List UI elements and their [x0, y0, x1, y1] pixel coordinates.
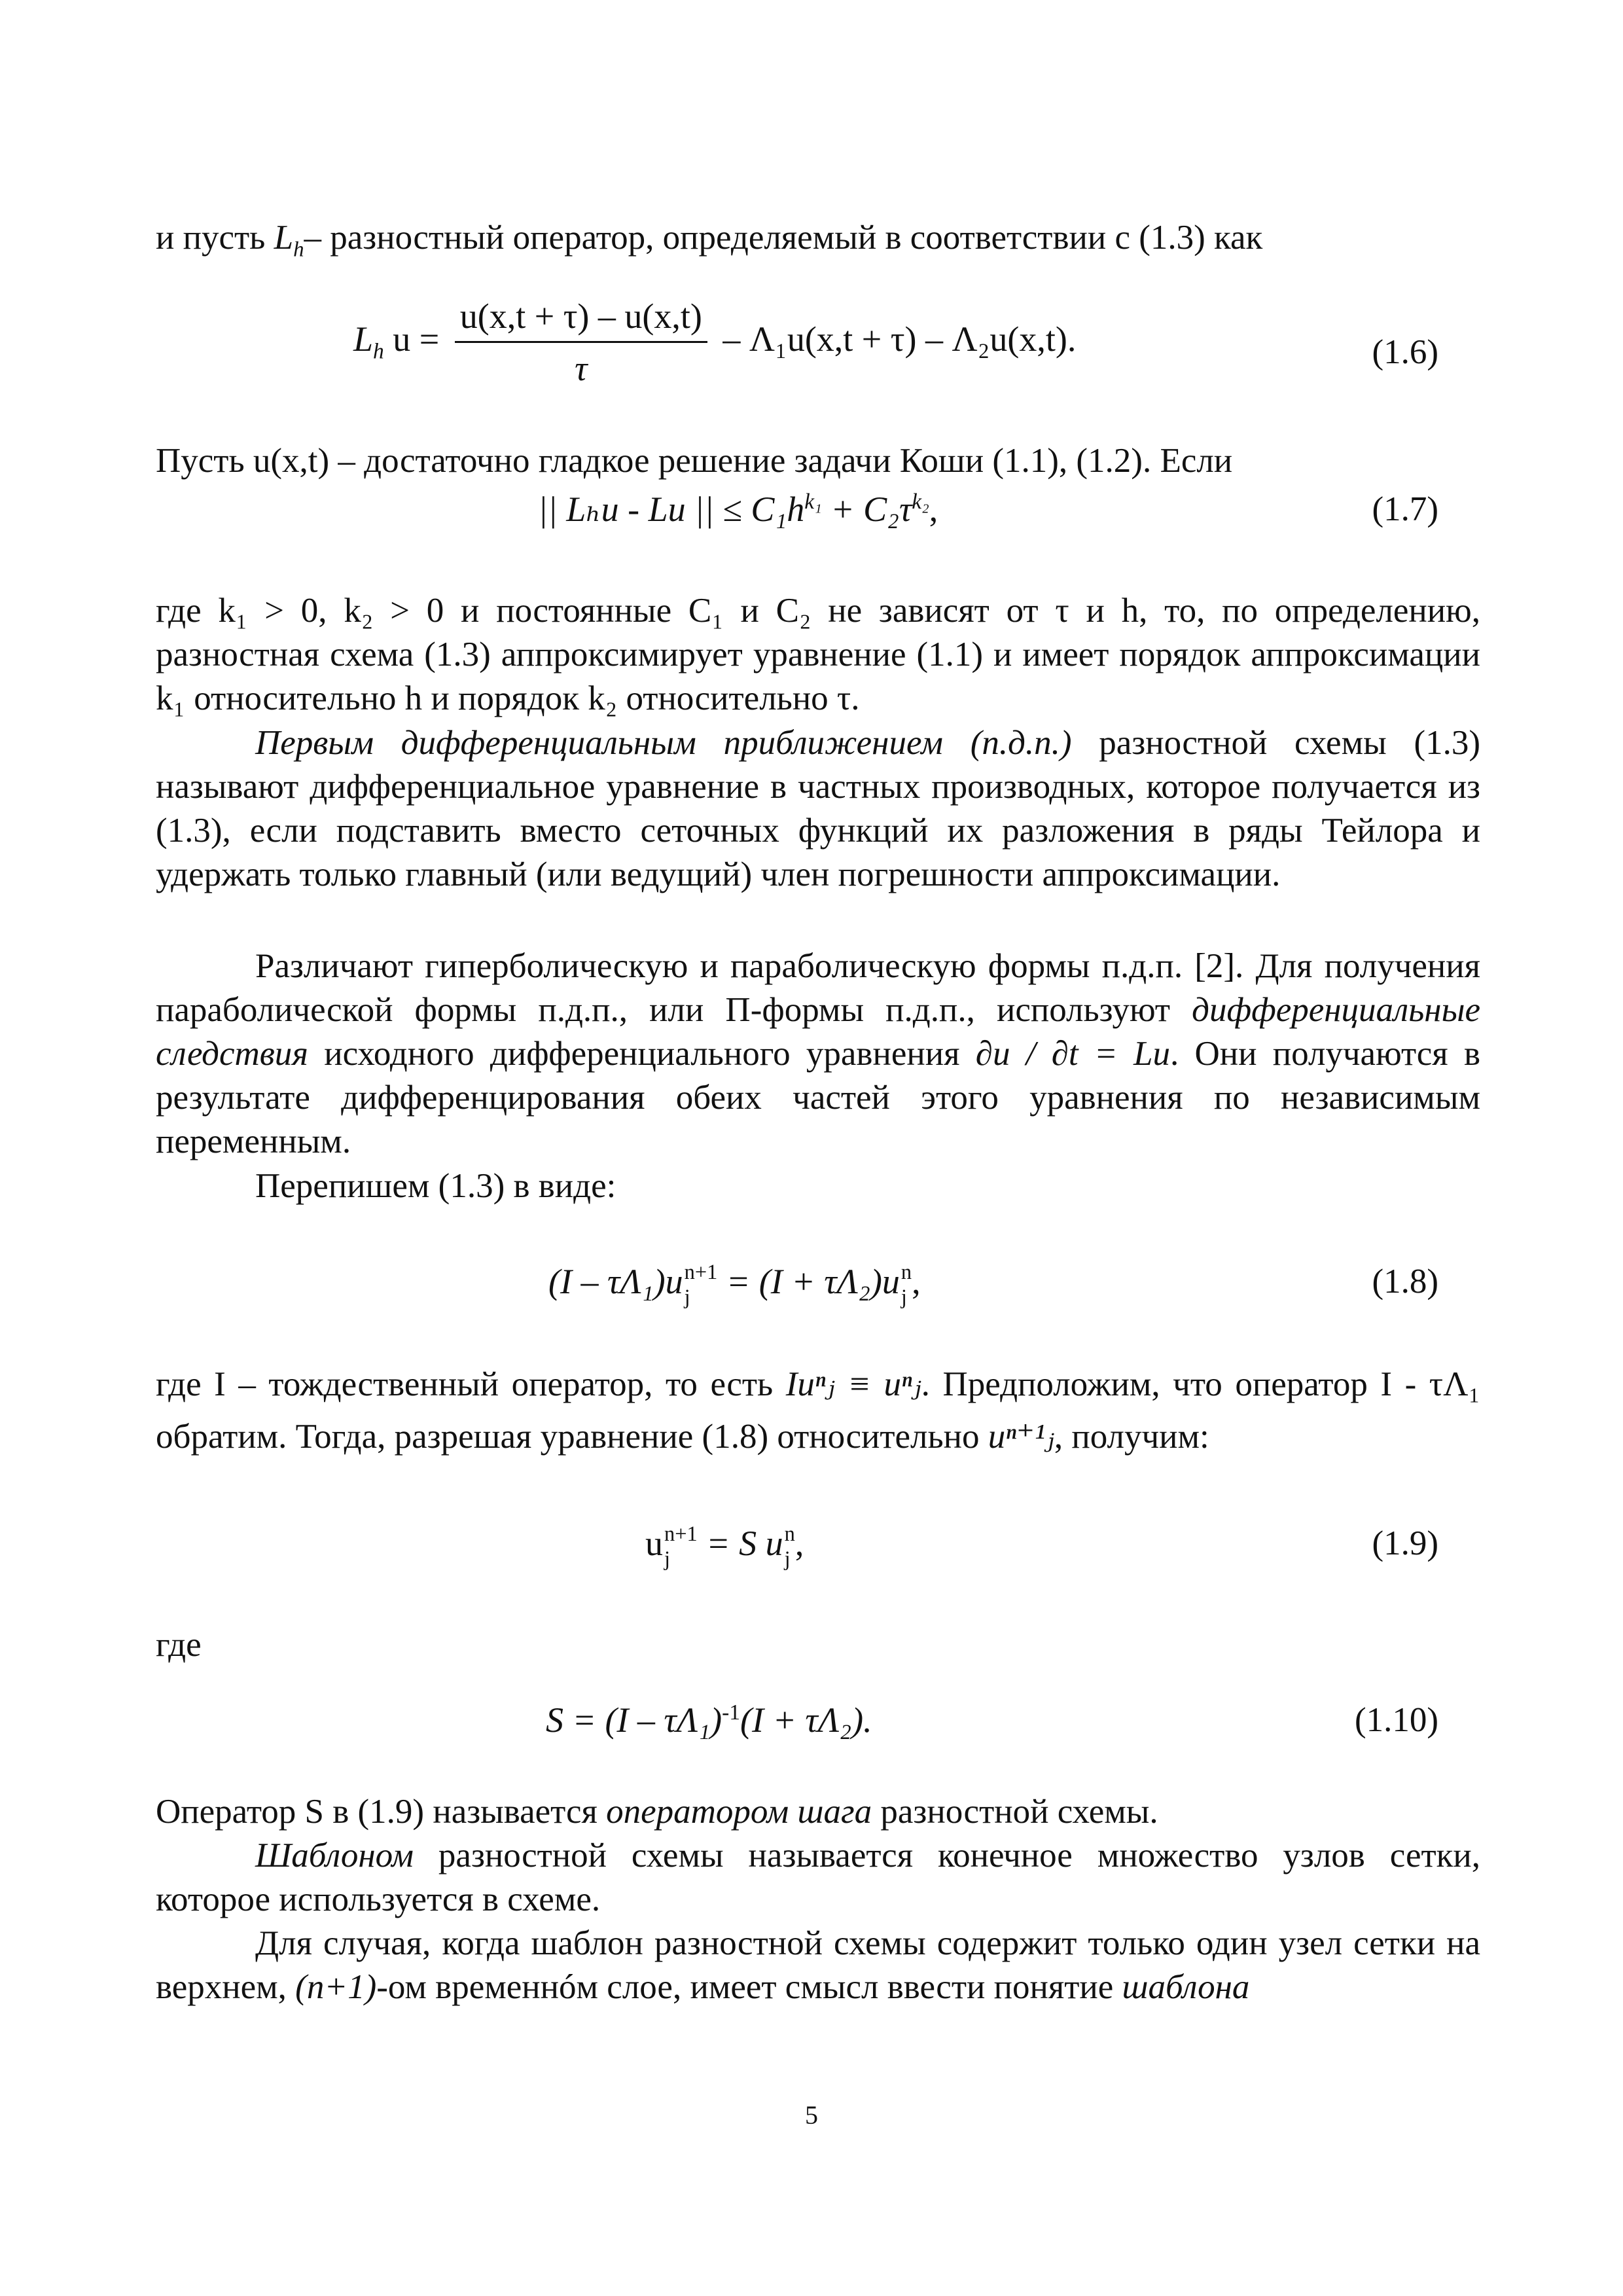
intro-line: и пусть $L_h-$ разностный оператор, определяемый в соответствии с (1.3) как — [156, 219, 1263, 262]
equation-number-1-7: (1.7) — [1372, 490, 1438, 528]
equation-1-9: u n+1 j = S u n j , — [645, 1522, 804, 1571]
paragraph-forms: Различают гиперболическую и параболическую формы п.д.п. [2]. Для получения параболической формы п.д.п., или П-формы п.д.п., используют дифференциальные следствия исходного дифференциального уравнения ∂u / ∂t = Lu. Они получаются в результате дифференцирования обеих частей этого уравнения по независимым переменным. — [156, 947, 1481, 1160]
equation-1-6: $L_h$ u = $\frac{u(x,t + \tau) - u(x,t)}{\tau}$ – Λ₁u(x,t + τ) – Λ₂u(x,t). — [353, 295, 1076, 391]
paragraph-identity-operator: где I – тождественный оператор, то есть Iuⁿⱼ ≡ uⁿⱼ. Предположим, что оператор I - τΛ₁ обратим. Тогда, разрешая уравнение (1.8) относительно uⁿ⁺¹ⱼ, получим: — [156, 1365, 1481, 1456]
paragraph-first-differential-approximation: Первым дифференциальным приближением (п.д.п.) разностной схемы (1.3) называют дифференциальное уравнение в частных производных, которое получается из (1.3), если подставить вместо сеточных функций их разложения в ряды Тейлора и удержать только главный (или ведущий) член погрешности аппроксимации. — [156, 724, 1480, 893]
page-number: 5 — [805, 2100, 818, 2130]
cauchy-line: Пусть u(x,t) – достаточно гладкое решение задачи Коши (1.1), (1.2). Если — [156, 442, 1233, 480]
paragraph-stencil-case: Для случая, когда шаблон разностной схемы содержит только один узел сетки на верхнем, (n+1)-ом временнóм слое, имеет смысл ввести понятие шаблона — [156, 1924, 1480, 2006]
rewrite-line: Перепишем (1.3) в виде: — [255, 1167, 616, 1205]
paragraph-stencil: Шаблоном разностной схемы называется конечное множество узлов сетки, которое используется в схеме. — [156, 1837, 1481, 1918]
step-operator-line: Оператор S в (1.9) называется оператором шага разностной схемы. — [156, 1793, 1158, 1831]
equation-1-10: S = (I – τΛ₁)$^{-1}$(I + τΛ₂). — [546, 1700, 872, 1740]
equation-number-1-6: (1.6) — [1372, 333, 1438, 371]
equation-number-1-10: (1.10) — [1354, 1701, 1438, 1739]
equation-1-8: (I – τΛ₁)u n+1 j = (I + τΛ₂)u n j , — [548, 1261, 921, 1309]
where-line: где — [156, 1626, 202, 1664]
equation-1-7: || Lₕu - Lu || ≤ $C_1h^{k_1} + C_2\tau^{k_2}$, — [538, 490, 938, 529]
equation-number-1-9: (1.9) — [1372, 1524, 1438, 1562]
paragraph-approximation-order: где k₁ > 0, k₂ > 0 и постоянные C₁ и C₂ не зависят от τ и h, то, по определению, разностная схема (1.3) аппроксимирует уравнение (1.1) и имеет порядок аппроксимации k₁ относительно h и порядок k₂ относительно τ. — [156, 592, 1480, 717]
equation-number-1-8: (1.8) — [1372, 1263, 1438, 1300]
operator-Lh: $L_h$ — [274, 219, 304, 262]
fraction: $\frac{u(x,t + \tau) - u(x,t)}{\tau}$ — [455, 295, 707, 391]
